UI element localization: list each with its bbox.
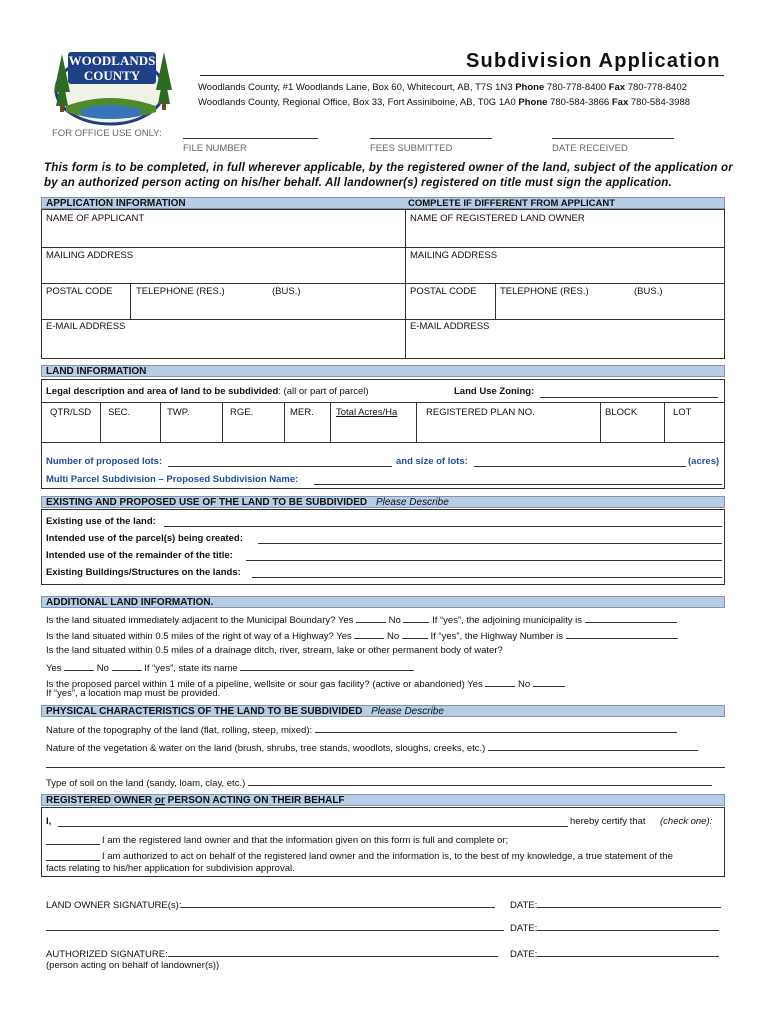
soil-field[interactable] <box>248 776 712 786</box>
address-main-text: Woodlands County, #1 Woodlands Lane, Box 60, Whitecourt, AB, T7S 1N3 <box>198 82 513 93</box>
physical-header <box>41 705 725 717</box>
grid-divider <box>405 210 406 358</box>
logo-text <box>68 53 156 83</box>
water-body-name-field[interactable] <box>240 661 414 671</box>
vegetation-row <box>46 741 698 754</box>
q-municipal-no-label: No <box>388 615 401 626</box>
q-water-text: Is the land situated within 0.5 miles of a drainage ditch, river, stream, lake or other permanent body of water? <box>46 645 503 656</box>
owner-postal-field[interactable]: POSTAL CODE <box>410 286 477 297</box>
address-main-fax: 780-778-8402 <box>627 82 687 93</box>
grid-divider <box>330 402 331 442</box>
owner-header <box>41 794 725 806</box>
grid-divider <box>416 402 417 442</box>
vegetation-field-line-2[interactable] <box>46 757 725 768</box>
owner-header-b: PERSON ACTING ON THEIR BEHALF <box>164 795 345 806</box>
q-water-yes-label: Yes <box>46 663 62 674</box>
q-municipal-yes-field[interactable] <box>356 613 386 623</box>
existing-use-note: Please Describe <box>375 497 449 508</box>
address-regional-text: Woodlands County, Regional Office, Box 33, Fort Assiniboine, AB, T0G 1A0 <box>198 97 516 108</box>
topography-field[interactable] <box>315 723 677 733</box>
i-label: I, <box>46 816 52 827</box>
topography-row <box>46 723 677 736</box>
proposed-lots-label: Number of proposed lots: <box>46 456 163 467</box>
woodlands-county-logo <box>44 46 180 128</box>
owner-box <box>41 807 725 877</box>
landowner-signature-field-2[interactable] <box>46 920 504 931</box>
soil-label: Type of soil on the land (sandy, loam, clay, etc.) <box>46 778 246 789</box>
date-field-2[interactable] <box>537 921 719 931</box>
q-water-yes-field[interactable] <box>64 661 94 671</box>
address-regional-fax-label: Fax <box>611 97 629 108</box>
title-divider <box>200 75 724 76</box>
land-use-zoning-field[interactable] <box>540 386 718 398</box>
grid-rule <box>42 319 724 320</box>
date-label-1: DATE: <box>510 900 538 911</box>
owner-tel-bus-field[interactable]: (BUS.) <box>634 286 663 297</box>
address-regional-phone: 780-584-3866 <box>550 97 610 108</box>
fees-submitted-field[interactable] <box>370 128 492 139</box>
option-authorized-cont: facts relating to his/her application for subdivision approval. <box>46 863 295 874</box>
grid-rule <box>42 442 724 443</box>
existing-use-field[interactable] <box>164 516 722 527</box>
existing-use-header <box>41 496 725 508</box>
q-water-answers <box>46 661 414 674</box>
intended-parcel-label: Intended use of the parcel(s) being created: <box>46 533 243 544</box>
col-twp[interactable]: TWP. <box>167 407 190 418</box>
date-received-label: DATE RECEIVED <box>552 143 628 154</box>
q-highway-if-label: If “yes”, the Highway Number is <box>430 631 563 642</box>
q-pipeline-text: Is the proposed parcel within 1 mile of a pipeline, wellsite or sour gas facility? (active or abandoned) Yes <box>46 679 483 690</box>
multi-parcel-label: Multi Parcel Subdivision – Proposed Subdivision Name: <box>46 474 299 485</box>
grid-divider <box>222 402 223 442</box>
address-regional-phone-label: Phone <box>518 97 548 108</box>
landowner-signature-row <box>46 898 495 911</box>
grid-rule <box>42 247 724 248</box>
land-use-zoning-label: Land Use Zoning: <box>454 386 535 397</box>
address-main-fax-label: Fax <box>608 82 626 93</box>
vegetation-field[interactable] <box>488 741 698 751</box>
landowner-signature-label: LAND OWNER SIGNATURE(s): <box>46 900 182 911</box>
authorized-signature-row <box>46 947 498 960</box>
date-row-3 <box>510 947 719 960</box>
grid-divider <box>130 283 131 319</box>
q-municipal-text: Is the land situated immediately adjacent to the Municipal Boundary? Yes <box>46 615 354 626</box>
intended-parcel-field[interactable] <box>258 533 722 544</box>
file-number-label: FILE NUMBER <box>183 143 247 154</box>
lot-size-field[interactable] <box>474 456 686 467</box>
q-water-if-label: If “yes”, state its name <box>144 663 238 674</box>
owner-header-or: or <box>154 795 165 806</box>
logo-line-1: WOODLANDS <box>68 53 156 68</box>
intended-remainder-field[interactable] <box>246 550 722 561</box>
address-regional-fax: 780-584-3988 <box>630 97 691 108</box>
adjoining-municipality-field[interactable] <box>585 613 677 623</box>
option-owner-checkbox[interactable] <box>46 834 100 845</box>
physical-title: PHYSICAL CHARACTERISTICS OF THE LAND TO BE SUBDIVIDED <box>46 706 363 717</box>
fees-submitted-label: FEES SUBMITTED <box>370 143 453 154</box>
grid-divider <box>160 402 161 442</box>
lot-size-label: and size of lots: <box>396 456 468 467</box>
q-municipal-no-field[interactable] <box>403 613 429 623</box>
date-row-1 <box>510 898 721 911</box>
date-label-3: DATE: <box>510 949 538 960</box>
owner-header-a: REGISTERED OWNER <box>46 795 155 806</box>
certify-label: hereby certify that <box>570 816 646 827</box>
authorized-signature-label: AUTHORIZED SIGNATURE: <box>46 949 168 960</box>
grid-divider <box>664 402 665 442</box>
file-number-field[interactable] <box>183 128 318 139</box>
legal-description-label <box>46 386 369 397</box>
col-lot[interactable]: LOT <box>673 407 692 418</box>
address-main-phone-label: Phone <box>515 82 545 93</box>
name-of-applicant-field[interactable]: NAME OF APPLICANT <box>46 213 145 224</box>
multi-parcel-field[interactable] <box>314 474 722 485</box>
grid-rule <box>42 402 724 403</box>
proposed-lots-field[interactable] <box>168 456 392 467</box>
soil-row <box>46 776 712 789</box>
legal-description-rest: : (all or part of parcel) <box>278 386 369 397</box>
option-owner-text: I am the registered land owner and that the information given on this form is full and complete or; <box>102 835 509 846</box>
date-label-2: DATE: <box>510 923 538 934</box>
authorized-signature-field[interactable] <box>168 947 498 957</box>
name-of-owner-field[interactable]: NAME OF REGISTERED LAND OWNER <box>410 213 585 224</box>
owner-mailing-field[interactable]: MAILING ADDRESS <box>410 250 498 261</box>
form-instructions: This form is to be completed, in full wherever applicable, by the registered owner of the land, subject of the application or by an authorized person acting on his/her behalf. All landowner(s) registered on title must sign the application. <box>44 162 733 189</box>
application-info-title: APPLICATION INFORMATION <box>46 198 186 209</box>
landowner-signature-field[interactable] <box>181 898 495 908</box>
office-use-label: FOR OFFICE USE ONLY: <box>52 128 162 139</box>
legal-description-bold: Legal description and area of land to be subdivided <box>46 386 279 397</box>
grid-divider <box>100 402 101 442</box>
grid-divider <box>600 402 601 442</box>
existing-buildings-field[interactable] <box>252 567 722 578</box>
logo-line-2: COUNTY <box>83 68 141 83</box>
acres-label: (acres) <box>688 456 720 467</box>
q-water-no-field[interactable] <box>112 661 142 671</box>
option-authorized-text: I am authorized to act on behalf of the registered land owner and the information is, to the best of my knowledge, a true statement of the <box>102 851 673 862</box>
date-received-field[interactable] <box>552 128 674 139</box>
q-municipal-if-label: If “yes”, the adjoining municipality is <box>432 615 583 626</box>
col-mer[interactable]: MER. <box>290 407 314 418</box>
existing-use-box <box>41 509 725 585</box>
highway-number-field[interactable] <box>566 629 678 639</box>
q-highway-no-field[interactable] <box>402 629 428 639</box>
existing-buildings-label: Existing Buildings/Structures on the lands: <box>46 567 241 578</box>
applicant-postal-field[interactable]: POSTAL CODE <box>46 286 113 297</box>
vegetation-label: Nature of the vegetation & water on the land (brush, shrubs, tree stands, woodlots, sloughs, creeks, etc.) <box>46 743 486 754</box>
grid-rule <box>42 283 724 284</box>
q-highway <box>46 629 678 642</box>
q-water-no-label: No <box>96 663 109 674</box>
col-total-acres[interactable]: Total Acres/Ha <box>336 407 398 418</box>
date-field-1[interactable] <box>537 898 721 908</box>
col-rge[interactable]: RGE. <box>230 407 254 418</box>
date-field-3[interactable] <box>537 947 719 957</box>
applicant-mailing-field[interactable]: MAILING ADDRESS <box>46 250 134 261</box>
address-main-phone: 780-778-8400 <box>546 82 607 93</box>
q-pipeline-yes-field[interactable] <box>485 677 515 687</box>
land-info-header: LAND INFORMATION <box>41 365 725 377</box>
applicant-email-field[interactable]: E-MAIL ADDRESS <box>46 321 126 332</box>
additional-info-header: ADDITIONAL LAND INFORMATION. <box>41 596 725 608</box>
owner-tel-res-field[interactable]: TELEPHONE (RES.) <box>500 286 589 297</box>
topography-label: Nature of the topography of the land (flat, rolling, steep, mixed): <box>46 725 313 736</box>
col-block[interactable]: BLOCK <box>605 407 638 418</box>
owner-name-field[interactable] <box>58 816 568 827</box>
physical-note: Please Describe <box>371 706 444 717</box>
intended-remainder-label: Intended use of the remainder of the title: <box>46 550 233 561</box>
grid-divider <box>495 283 496 319</box>
col-qtr-lsd[interactable]: QTR/LSD <box>50 407 92 418</box>
q-pipeline-if-text: If “yes”, a location map must be provided. <box>46 688 221 699</box>
applicant-tel-res-field[interactable]: TELEPHONE (RES.) <box>136 286 225 297</box>
q-highway-no-label: No <box>387 631 400 642</box>
col-sec[interactable]: SEC. <box>108 407 131 418</box>
address-regional <box>198 97 690 108</box>
q-pipeline-no-label: No <box>518 679 531 690</box>
acting-on-behalf-note: (person acting on behalf of landowner(s)) <box>46 960 220 971</box>
q-highway-text: Is the land situated within 0.5 miles of the right of way of a Highway? Yes <box>46 631 352 642</box>
existing-use-label: Existing use of the land: <box>46 516 156 527</box>
q-highway-yes-field[interactable] <box>354 629 384 639</box>
check-one-label: (check one): <box>660 816 713 827</box>
owner-email-field[interactable]: E-MAIL ADDRESS <box>410 321 490 332</box>
complete-if-different-label: COMPLETE IF DIFFERENT FROM APPLICANT <box>408 198 616 209</box>
application-grid <box>41 209 725 359</box>
option-authorized-checkbox[interactable] <box>46 850 100 861</box>
address-main <box>198 82 687 93</box>
land-grid <box>41 379 725 489</box>
page-title: Subdivision Application <box>466 50 721 72</box>
q-pipeline-no-field[interactable] <box>533 677 565 687</box>
application-info-header <box>41 197 725 209</box>
q-municipal-boundary <box>46 613 677 626</box>
col-registered-plan[interactable]: REGISTERED PLAN NO. <box>426 407 535 418</box>
grid-divider <box>284 402 285 442</box>
date-row-2 <box>510 921 719 934</box>
applicant-tel-bus-field[interactable]: (BUS.) <box>272 286 301 297</box>
existing-use-title: EXISTING AND PROPOSED USE OF THE LAND TO BE SUBDIVIDED <box>46 497 368 508</box>
